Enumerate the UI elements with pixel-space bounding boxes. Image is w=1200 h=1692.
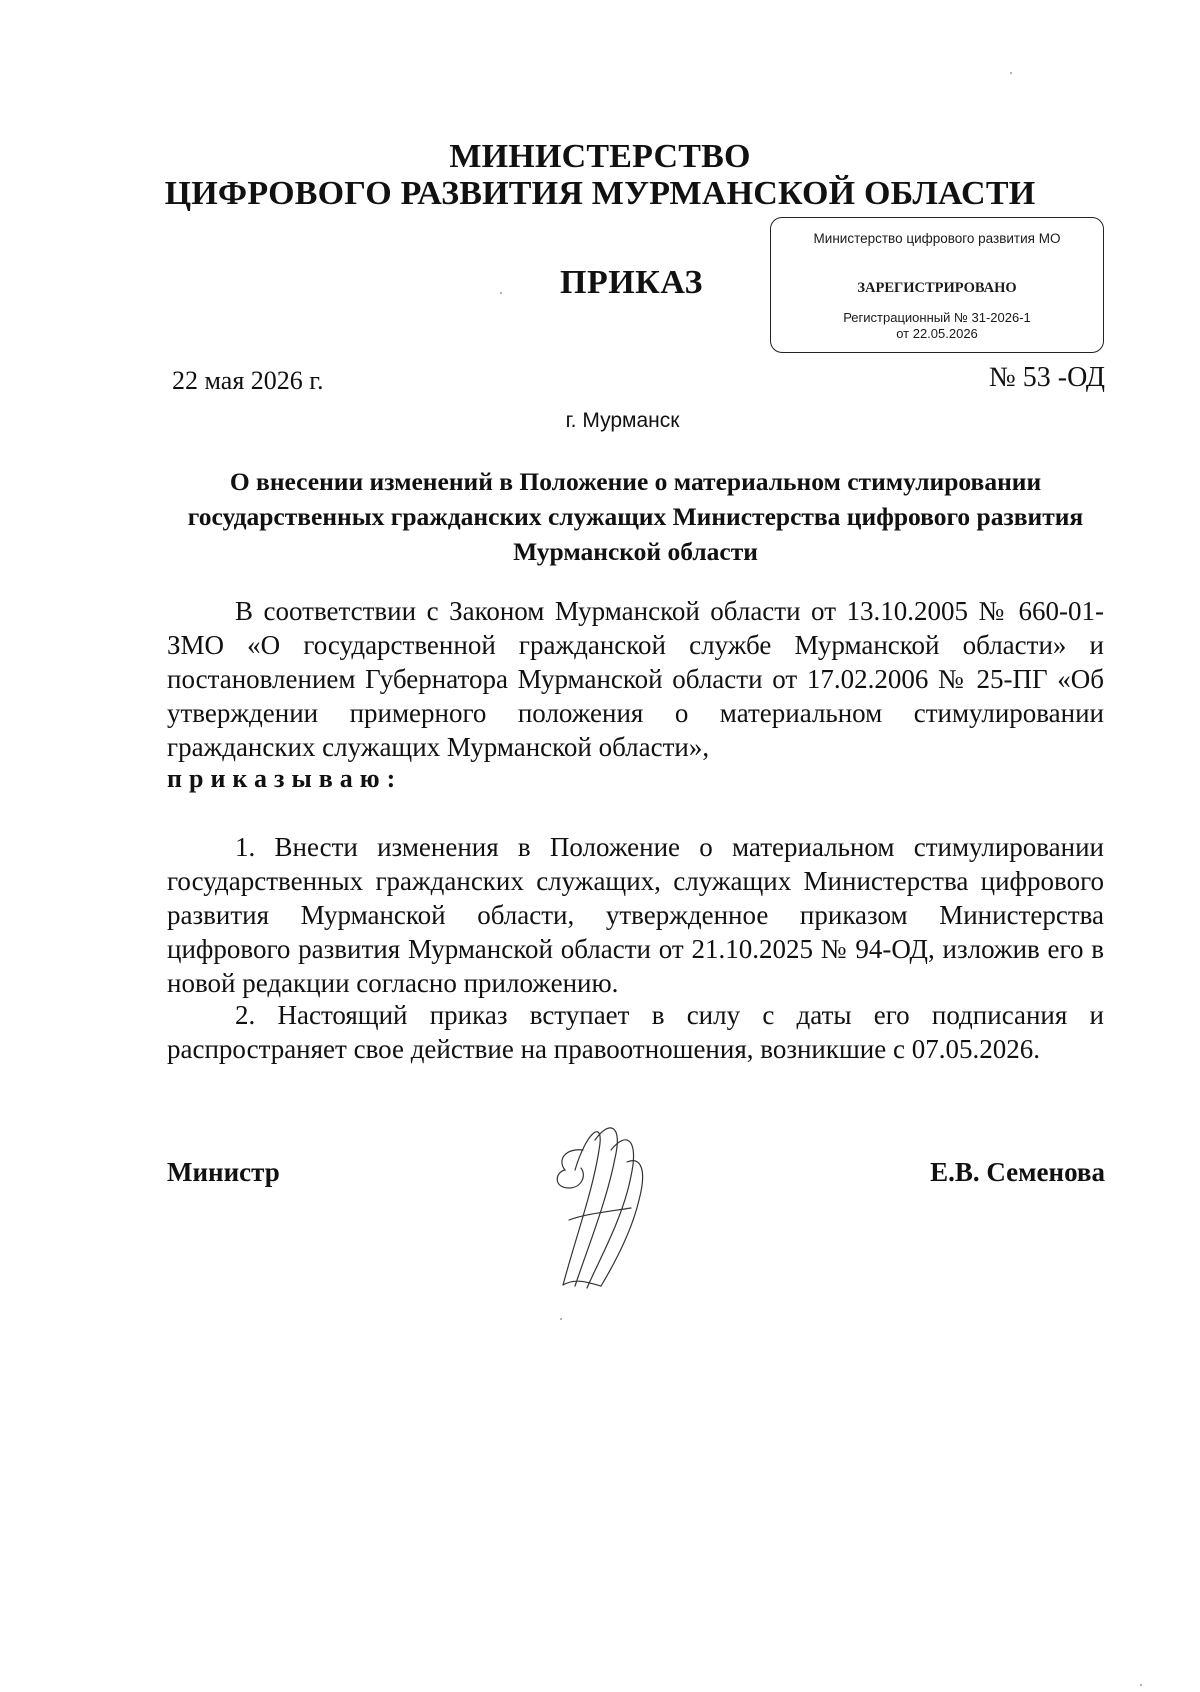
- scan-speck: [500, 292, 502, 294]
- handwritten-signature: [535, 1110, 665, 1300]
- order-item-1: 1. Внести изменения в Положение о материальном стимулировании государственных гражданских служащих, служащих Министерства цифрового развития Мурманской области, утвержденное приказом Министерства цифрового развития Мурманской области от 21.10.2025 № 94-ОД, изложив его в новой редакции согласно приложению.: [167, 832, 1104, 998]
- document-title: О внесении изменений в Положение о материальном стимулировании государственных гражданских служащих Министерства цифрового развития Мурманской области: [187, 467, 1084, 566]
- document-date: 22 мая 2026 г.: [172, 366, 324, 395]
- stamp-status: ЗАРЕГИСТРИРОВАНО: [857, 280, 1017, 296]
- document-number: № 53 -ОД: [989, 362, 1105, 393]
- stamp-organization: Министерство цифрового развития МО: [813, 231, 1061, 246]
- ministry-header-line2: ЦИФРОВОГО РАЗВИТИЯ МУРМАНСКОЙ ОБЛАСТИ: [164, 175, 1036, 212]
- order-word: приказываю:: [167, 764, 403, 793]
- ministry-header-line1: МИНИСТЕРСТВО: [449, 138, 751, 175]
- document-type: ПРИКАЗ: [560, 264, 703, 301]
- signer-position: Министр: [167, 1157, 280, 1187]
- stamp-registration-number: Регистрационный № 31-2026-1: [843, 310, 1031, 325]
- scan-speck: [1140, 1684, 1142, 1686]
- signer-name: Е.В. Семенова: [930, 1157, 1105, 1187]
- registration-stamp: [770, 217, 1104, 353]
- order-item-2: 2. Настоящий приказ вступает в силу с даты его подписания и распространяет свое действие на правоотношения, возникшие с 07.05.2026.: [167, 1000, 1104, 1064]
- stamp-registration-date: от 22.05.2026: [896, 326, 978, 341]
- scan-speck: [560, 1318, 562, 1320]
- document-city: г. Мурманск: [565, 409, 680, 432]
- preamble-paragraph: В соответствии с Законом Мурманской области от 13.10.2005 № 660-01-ЗМО «О государственной гражданской службе Мурманской области» и постановлением Губернатора Мурманской области от 17.02.2006 № 25-ПГ «Об утверждении примерного положения о материальном стимулировании гражданских служащих Мурманской области»,: [167, 596, 1104, 762]
- stamp-registration: [771, 310, 1103, 342]
- scan-speck: [1010, 72, 1012, 74]
